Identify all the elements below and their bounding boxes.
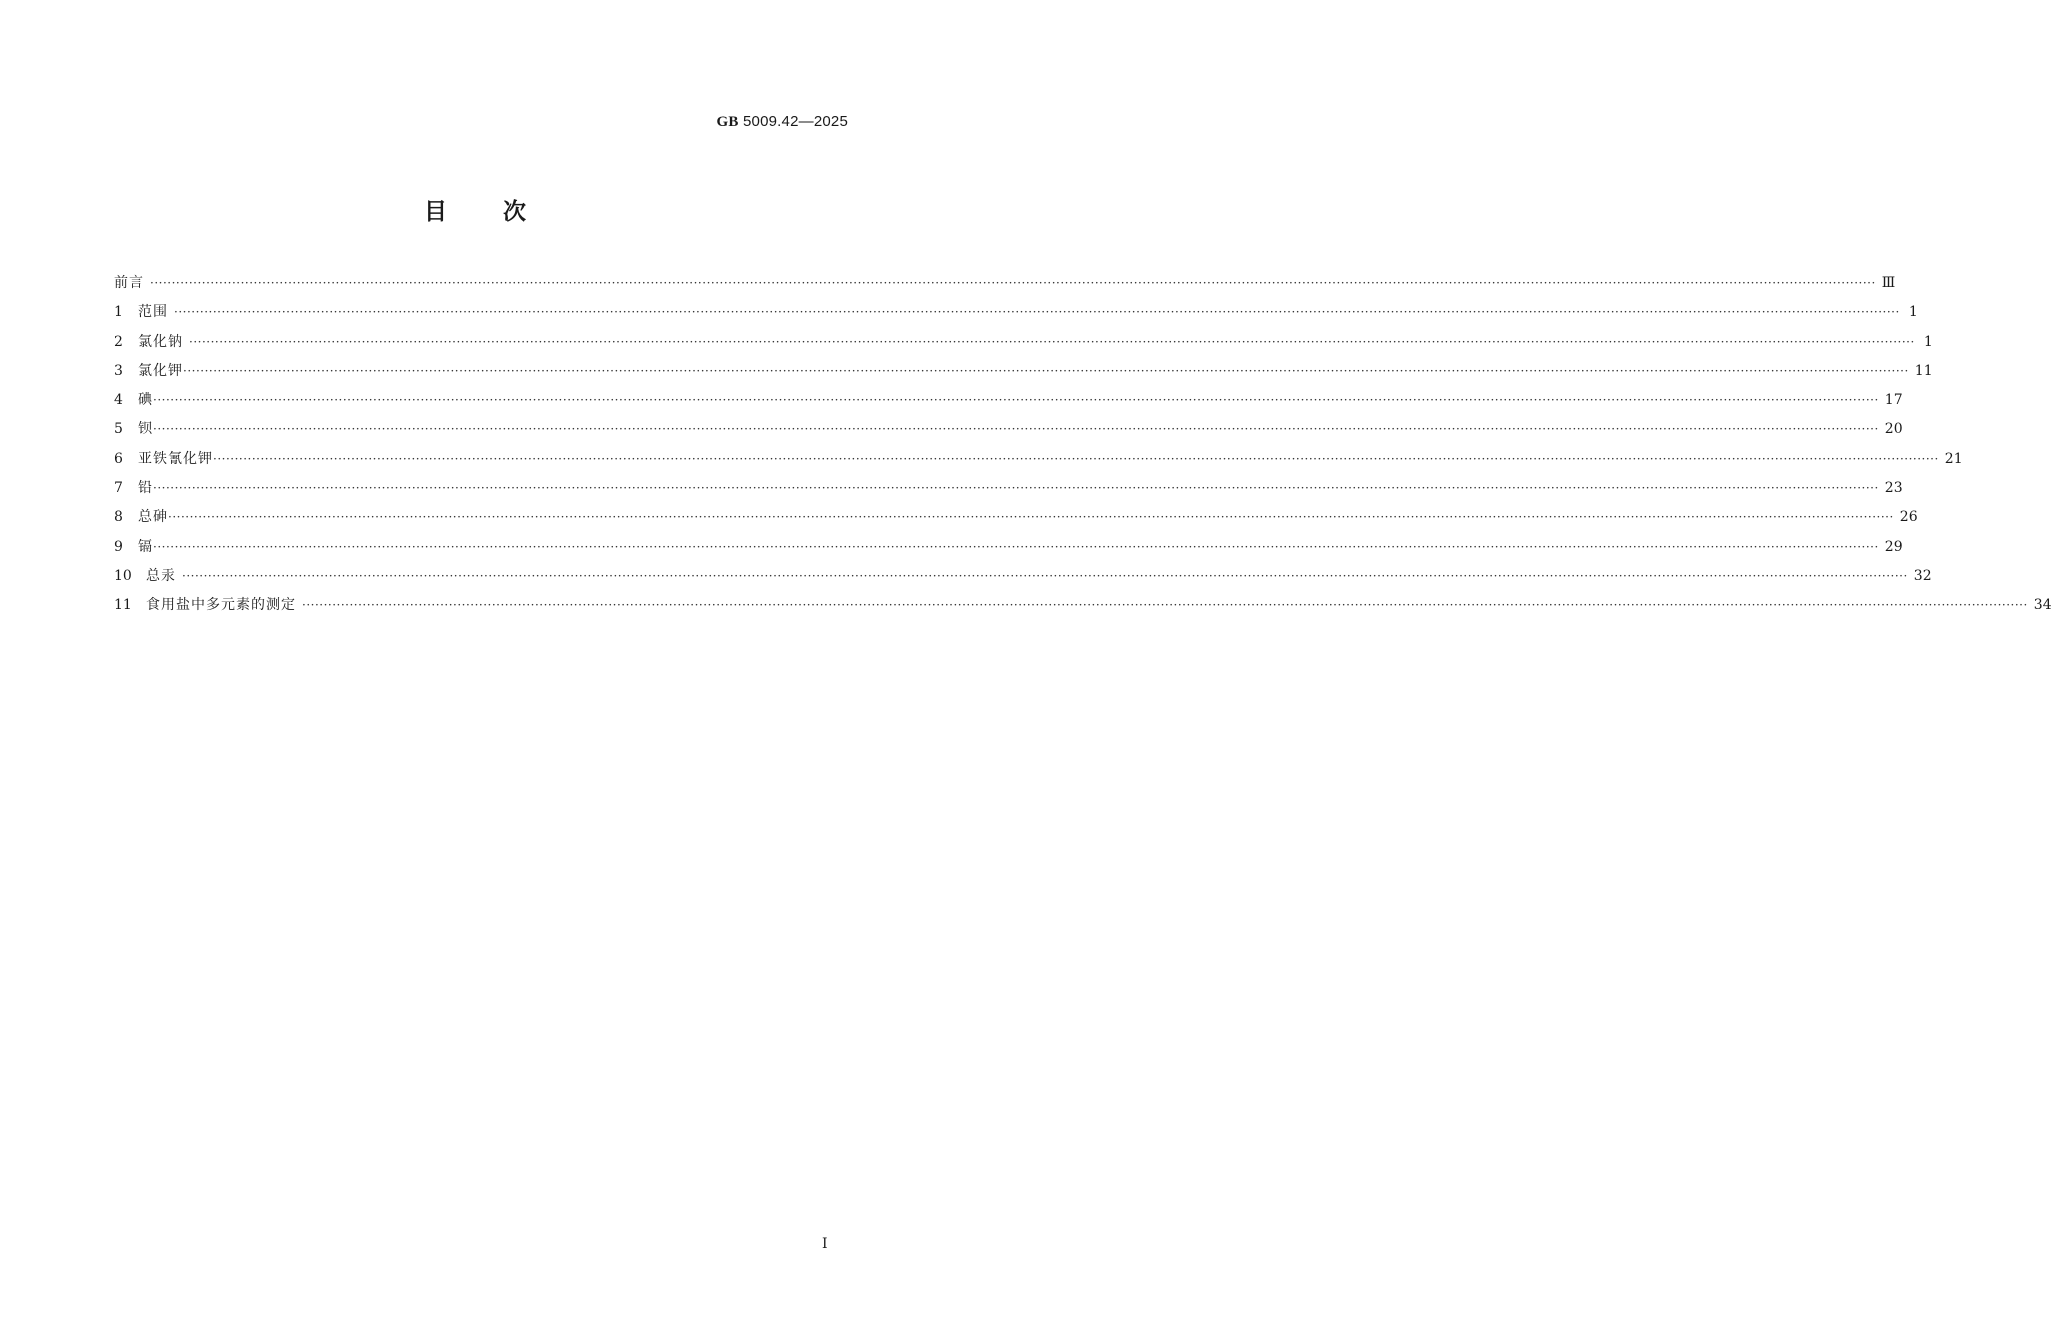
toc-entry-title: 亚铁氰化钾 [138,450,213,467]
toc-leader-dots: ················································································································································································································································································································································································································ [302,598,2028,613]
toc-entry-page: 21 [1944,450,1963,467]
toc-entry-page: 29 [1884,538,1903,555]
toc-entry-title: 总砷 [138,509,168,526]
toc-entry[interactable] [114,594,2052,623]
toc-leader-dots: ················································································································································································································································································································································································································ [174,305,1900,320]
toc-entry-title: 氯化钾 [138,362,183,379]
toc-leader-dots: ················································································································································································································································································································································································································ [153,393,1879,408]
toc-entry-page: 1 [1923,333,1933,350]
toc-entry-title: 总汞 [146,567,176,584]
toc-entry[interactable] [114,448,1963,477]
toc-entry[interactable] [114,506,1918,535]
toc-entry-page: 1 [1908,304,1918,321]
toc-leader-dots: ················································································································································································································································································································································································································ [182,568,1908,583]
toc-entry-number: 7 [114,480,123,497]
toc-entry[interactable] [114,418,1903,447]
toc-entry-title: 铅 [138,480,153,497]
toc-entry-preface[interactable] [114,272,1896,301]
toc-entry-title: 前言 [114,275,144,291]
toc-entry-number: 2 [114,333,123,350]
toc-entry-page: 34 [2033,597,2052,614]
toc-entry-title: 碘 [138,392,153,409]
toc-entry-page: 20 [1884,421,1903,438]
page-header [717,113,848,131]
toc-entry[interactable] [114,360,1933,389]
toc-entry[interactable] [114,536,1903,565]
toc-entry-number: 9 [114,538,123,555]
toc-entry-title: 镉 [138,538,153,555]
toc-leader-dots: ················································································································································································································································································································································································································ [150,276,1876,290]
toc-entry-number: 3 [114,362,123,379]
toc-entry[interactable] [114,331,1933,360]
toc-leader-dots: ················································································································································································································································································································································································································ [168,510,1894,525]
standard-code: GB [716,114,739,130]
toc-entry-number: 1 [114,304,123,321]
toc-entry-title: 氯化钠 [138,333,183,350]
toc-leader-dots: ················································································································································································································································································································································································································ [183,363,1909,378]
toc-entry-page: 32 [1913,567,1932,584]
toc-entry-number: 11 [114,597,132,614]
toc-entry[interactable] [114,477,1903,506]
toc-entry-page: Ⅲ [1881,275,1896,291]
toc-entry-title: 食用盐中多元素的测定 [146,597,296,614]
page-title: 目 次 [423,199,526,225]
toc-entry-title: 范围 [138,304,168,321]
toc-entry[interactable] [114,565,1932,594]
toc-leader-dots: ················································································································································································································································································································································································································ [153,422,1879,437]
toc-entry-number: 5 [114,421,123,438]
standard-number: 5009.42—2025 [743,113,848,130]
toc-leader-dots: ················································································································································································································································································································································································································ [189,334,1915,349]
toc-entry-number: 8 [114,509,123,526]
toc-entry-number: 10 [114,567,132,584]
toc-leader-dots: ················································································································································································································································································································································································································ [153,539,1879,554]
toc-entry-number: 6 [114,450,123,467]
table-of-contents [114,272,2052,624]
toc-entry-page: 23 [1884,480,1903,497]
toc-entry[interactable] [114,301,1918,330]
toc-entry-page: 26 [1899,509,1918,526]
page-number: Ⅰ [822,1236,828,1252]
toc-entry-number: 4 [114,392,123,409]
toc-entry-page: 17 [1884,392,1903,409]
toc-leader-dots: ················································································································································································································································································································································································································ [213,451,1939,466]
toc-leader-dots: ················································································································································································································································································································································································································ [153,481,1879,496]
toc-entry[interactable] [114,389,1903,418]
toc-entry-title: 钡 [138,421,153,438]
toc-entry-page: 11 [1914,362,1933,379]
